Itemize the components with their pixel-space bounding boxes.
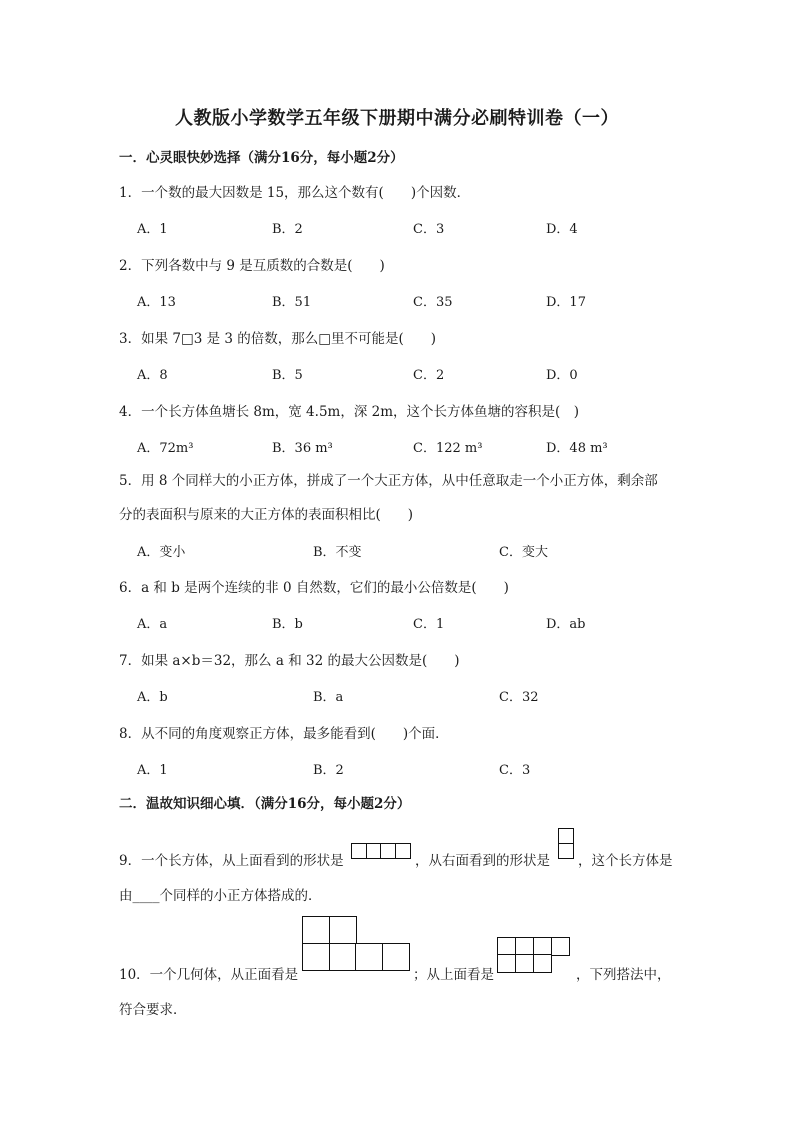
q2-option-c[interactable]: C．35 — [413, 295, 453, 310]
question-8: 8．从不同的角度观察正方体，最多能看到( )个面． — [119, 726, 449, 742]
question-9-part-1: 9．一个长方体，从上面看到的形状是 — [119, 853, 344, 869]
q7-option-b[interactable]: B．a — [313, 690, 344, 705]
q9-right-view-figure — [558, 828, 574, 859]
q2-option-b[interactable]: B．51 — [272, 295, 312, 310]
question-6: 6．a 和 b 是两个连续的非 0 自然数，它们的最小公倍数是( ) — [119, 580, 509, 596]
q3-option-c[interactable]: C．2 — [413, 368, 445, 383]
question-5: 5．用 8 个同样大的小正方体，拼成了一个大正方体，从中任意取走一个小正方体，剩余部 — [119, 473, 658, 489]
question-5-line-2: 分的表面积与原来的大正方体的表面积相比( ) — [119, 507, 414, 523]
q1-option-c[interactable]: C．3 — [413, 222, 445, 237]
q6-option-a[interactable]: A．a — [137, 617, 168, 632]
q3-option-a[interactable]: A．8 — [137, 368, 168, 383]
question-4: 4．一个长方体鱼塘长 8m，宽 4.5m，深 2m，这个长方体鱼塘的容积是( ) — [119, 404, 580, 420]
q9-top-view-figure — [351, 843, 411, 859]
q10-front-view-figure — [302, 916, 410, 971]
question-3: 3．如果 7□3 是 3 的倍数，那么□里不可能是( ) — [119, 331, 437, 347]
q1-option-a[interactable]: A．1 — [137, 222, 168, 237]
question-10-line-2: 符合要求． — [119, 1002, 187, 1018]
q3-option-b[interactable]: B．5 — [272, 368, 303, 383]
q4-option-d[interactable]: D．48 m³ — [546, 441, 608, 456]
q8-option-b[interactable]: B．2 — [313, 763, 344, 778]
q8-option-c[interactable]: C．3 — [499, 763, 531, 778]
q4-option-b[interactable]: B．36 m³ — [272, 441, 333, 456]
q8-option-a[interactable]: A．1 — [137, 763, 168, 778]
question-10-part-2: ；从上面看是 — [413, 967, 494, 983]
question-1: 1．一个数的最大因数是 15，那么这个数有( )个因数． — [119, 185, 471, 201]
q7-option-c[interactable]: C．32 — [499, 690, 539, 705]
page-title: 人教版小学数学五年级下册期中满分必刷特训卷（一） — [175, 108, 619, 129]
q2-option-a[interactable]: A．13 — [137, 295, 176, 310]
q5-option-b[interactable]: B．不变 — [313, 545, 362, 560]
section-1-heading: 一．心灵眼快妙选择（满分16分，每小题2分） — [119, 150, 404, 166]
q5-option-c[interactable]: C．变大 — [499, 545, 548, 560]
section-2-heading: 二．温故知识细心填．（满分16分，每小题2分） — [119, 796, 411, 812]
q6-option-c[interactable]: C．1 — [413, 617, 445, 632]
q2-option-d[interactable]: D．17 — [546, 295, 586, 310]
question-10-part-1: 10．一个几何体，从正面看是 — [119, 967, 299, 983]
question-2: 2．下列各数中与 9 是互质数的合数是( ) — [119, 258, 385, 274]
q6-option-b[interactable]: B．b — [272, 617, 303, 632]
q1-option-b[interactable]: B．2 — [272, 222, 303, 237]
question-9-part-3: ，这个长方体是 — [578, 853, 673, 869]
q1-option-d[interactable]: D．4 — [546, 222, 578, 237]
q10-top-view-figure — [497, 937, 572, 972]
q3-option-d[interactable]: D．0 — [546, 368, 578, 383]
question-9-line-2: 由____个同样的小正方体搭成的． — [119, 888, 322, 904]
q5-option-a[interactable]: A．变小 — [137, 545, 186, 560]
question-7: 7．如果 a×b＝32，那么 a 和 32 的最大公因数是( ) — [119, 653, 460, 669]
q7-option-a[interactable]: A．b — [137, 690, 168, 705]
q4-option-c[interactable]: C．122 m³ — [413, 441, 483, 456]
question-9-part-2: ，从右面看到的形状是 — [415, 853, 550, 869]
q6-option-d[interactable]: D．ab — [546, 617, 586, 632]
question-10-part-3: ，下列搭法中， — [576, 967, 671, 983]
q4-option-a[interactable]: A．72m³ — [137, 441, 194, 456]
